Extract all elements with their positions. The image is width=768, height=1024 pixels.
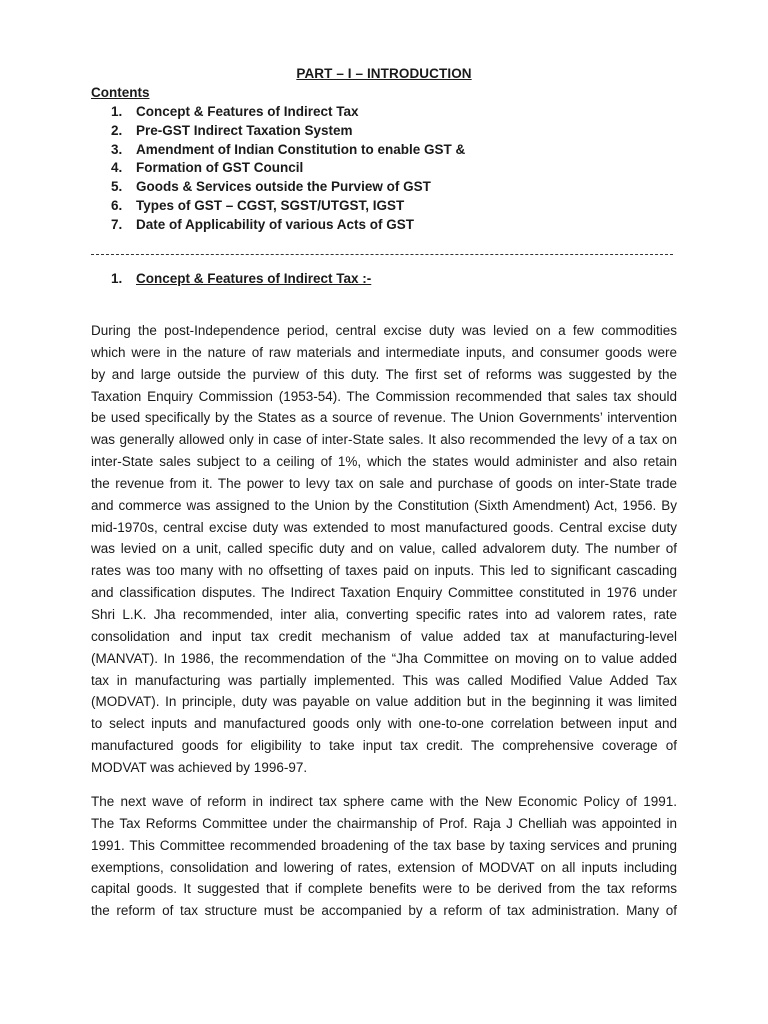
paragraph-2 [91,791,677,922]
paragraph-line: by and large outside the purview of this duty. The first set of reforms was suggested by the [91,366,677,382]
section-heading-text: Concept & Features of Indirect Tax :- [136,271,372,286]
paragraph-line: The Tax Reforms Committee under the chairmanship of Prof. Raja J Chelliah was appointed in [91,815,677,831]
paragraph-line: During the post-Independence period, central excise duty was levied on a few commodities [91,323,677,338]
part-title: PART – I – INTRODUCTION [296,66,472,81]
toc-item [111,141,465,160]
paragraph-line: the reform of tax structure must be accompanied by a reform of tax administration. Many of [91,903,677,919]
paragraph-1 [91,320,677,779]
toc-item [111,216,465,235]
paragraph-line: capital goods. It suggested that if complete benefits were to be derived from the tax reforms [91,881,677,897]
toc-item-text: Goods & Services outside the Purview of GST [136,179,431,195]
paragraph-line: 1991. This Committee recommended broadening of the tax base by taxing services and pruning [91,837,677,853]
toc-item-text: Amendment of Indian Constitution to enable GST & [136,141,466,157]
toc-item-number: 5. [111,179,123,195]
paragraph-line: (MODVAT). In principle, duty was payable on value addition but in the beginning it was limited [91,694,677,710]
toc-item-text: Date of Applicability of various Acts of GST [136,216,415,232]
toc-item [111,122,465,141]
paragraph-line: mid-1970s, central excise duty was extended to most manufactured goods. Central excise duty [91,519,677,535]
paragraph-line: inter-State sales subject to a ceiling of 1%, which the states would administer and also retain [91,454,677,470]
paragraph-line: manufactured goods for eligibility to take input tax credit. The comprehensive coverage of [91,738,677,754]
toc-item-text: Formation of GST Council [136,160,304,176]
paragraph-line: be used specifically by the States as a source of revenue. The Union Governments’ intervention [91,410,677,426]
paragraph-line: which were in the nature of raw materials and intermediate inputs, and consumer goods were [91,344,677,360]
paragraph-line: exemptions, consolidation and lowering of rates, extension of MODVAT on all inputs including [91,859,677,875]
section-heading-number: 1. [111,271,123,286]
paragraph-line: consolidation and input tax credit mechanism of value added tax at manufacturing-level [91,628,677,644]
paragraph-line: was levied on a unit, called specific duty and on value, called advalorem duty. The number of [91,541,677,557]
toc-item [111,178,465,197]
paragraph-line: Shri L.K. Jha recommended, inter alia, converting specific rates into ad valorem rates, rate [91,606,677,622]
dashed-divider [91,254,673,255]
paragraph-line: the revenue from it. The power to levy tax on sale and purchase of goods on inter-State trade [91,475,677,491]
toc-item [111,159,465,178]
toc-item-text: Types of GST – CGST, SGST/UTGST, IGST [136,197,405,213]
paragraph-line: MODVAT was achieved by 1996-97. [91,759,308,775]
paragraph-line: and commerce was assigned to the Union by the Constitution (Sixth Amendment) Act, 1956. By [91,497,677,513]
table-of-contents [111,103,465,235]
paragraph-line: (MANVAT). In 1986, the recommendation of the “Jha Committee on moving on to value added [91,650,677,666]
toc-item-number: 2. [111,122,123,138]
paragraph-line: to select inputs and manufactured goods only with one-to-one correlation between input and [91,716,677,732]
toc-item [111,103,465,122]
toc-item-text: Concept & Features of Indirect Tax [136,104,359,119]
paragraph-line: The next wave of reform in indirect tax sphere came with the New Economic Policy of 1991. [91,794,677,809]
toc-item-number: 6. [111,197,123,213]
toc-item-number: 3. [111,141,123,157]
section-heading [111,271,371,286]
toc-item-number: 1. [111,104,123,119]
paragraph-line: Taxation Enquiry Commission (1953-54). The Commission recommended that sales tax should [91,388,677,404]
contents-heading: Contents [91,85,150,100]
paragraph-line: was generally allowed only in case of inter-State sales. It also recommended the levy of a tax on [91,432,677,448]
toc-item-number: 4. [111,160,123,176]
toc-item [111,197,465,216]
toc-item-number: 7. [111,216,123,232]
paragraph-line: rates was too many with no offsetting of taxes paid on inputs. This led to significant cascading [91,563,677,579]
paragraph-line: tax in manufacturing was partially implemented. This was called Modified Value Added Tax [91,672,677,688]
paragraph-line: and classification disputes. The Indirect Taxation Enquiry Committee constituted in 1976 under [91,585,677,601]
toc-item-text: Pre-GST Indirect Taxation System [136,122,353,138]
